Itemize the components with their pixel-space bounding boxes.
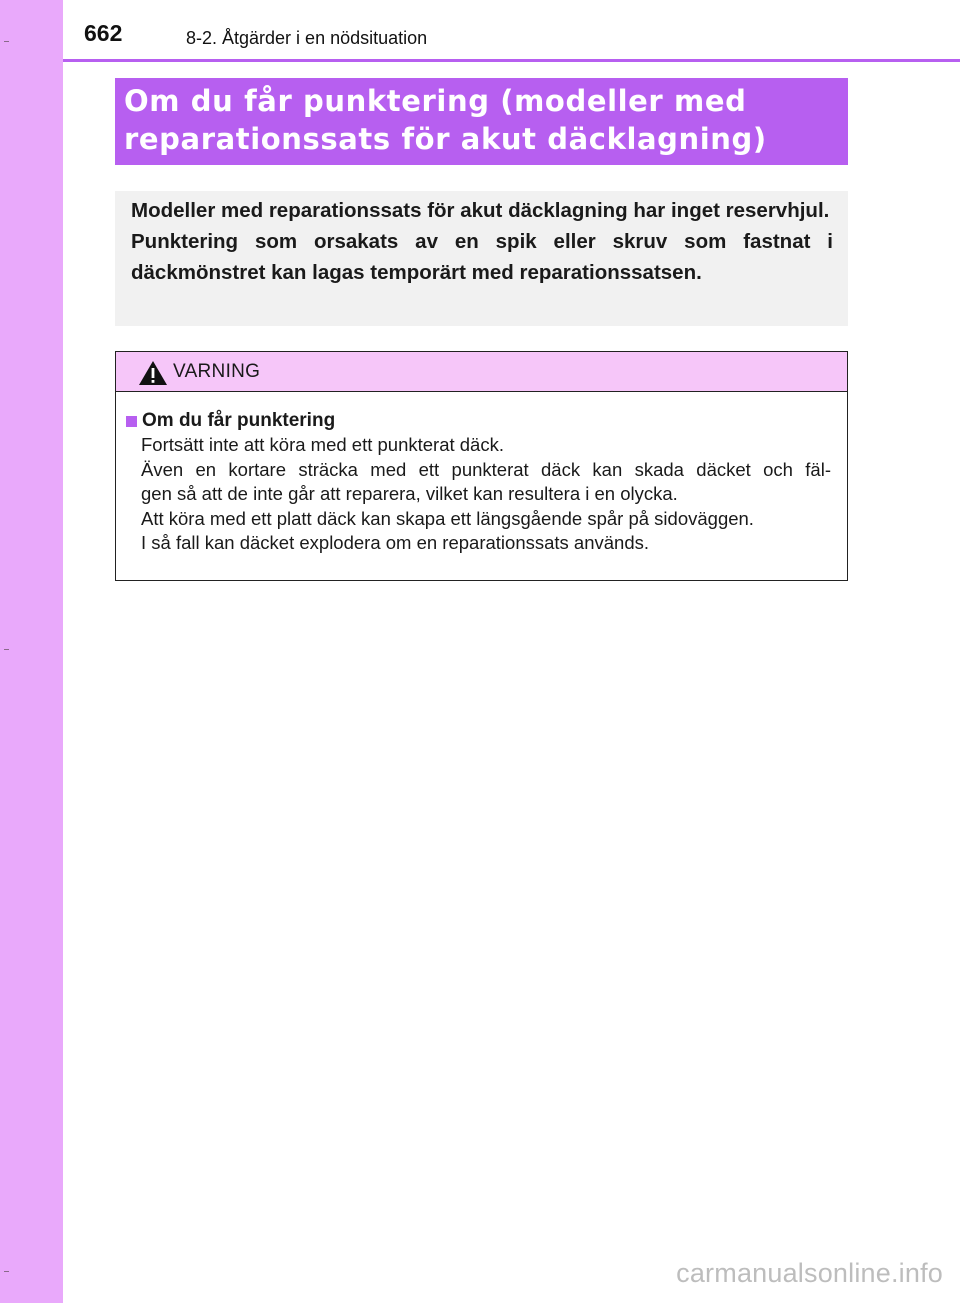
warning-box [115,351,848,581]
warning-triangle-icon [138,360,168,391]
page-number: 662 [84,20,123,46]
warning-line: I så fall kan däcket explodera om en reparationssats används. [141,532,650,553]
header-rule [63,59,960,62]
crop-mark [4,649,9,650]
watermark: carmanualsonline.info [676,1258,943,1288]
intro-paragraph: Punktering som orsakats av en spik eller skruv som fastnat i däckmönstret kan lagas temporärt med reparationssatsen. [131,230,833,284]
section-label: 8-2. Åtgärder i en nödsituation [186,28,428,48]
section-title [115,78,848,165]
section-title-line: reparationssats för akut däcklagning) [124,122,767,156]
warning-line: Att köra med ett platt däck kan skapa ett längsgående spår på sidoväggen. [141,507,754,529]
square-bullet-icon [126,416,137,427]
warning-text [141,433,831,556]
warning-title: VARNING [173,361,261,382]
intro-paragraph: Modeller med reparationssats för akut däcklagning har inget reservhjul. [131,199,830,222]
warning-heading-text: Om du får punktering [142,410,336,431]
crop-mark [4,41,9,42]
warning-line: Även en kortare sträcka med ett punkterat däck kan skada däcket och fäl- [141,458,831,480]
section-title-line: Om du får punktering (modeller med [124,84,747,118]
warning-heading [126,409,831,433]
crop-mark [4,1271,9,1272]
warning-header [116,352,847,392]
warning-line: gen så att de inte går att reparera, vilket kan resultera i en olycka. [141,483,678,504]
intro-box [115,191,848,326]
warning-body [116,392,847,556]
side-band [0,0,63,1303]
warning-line: Fortsätt inte att köra med ett punkterat däck. [141,434,504,455]
